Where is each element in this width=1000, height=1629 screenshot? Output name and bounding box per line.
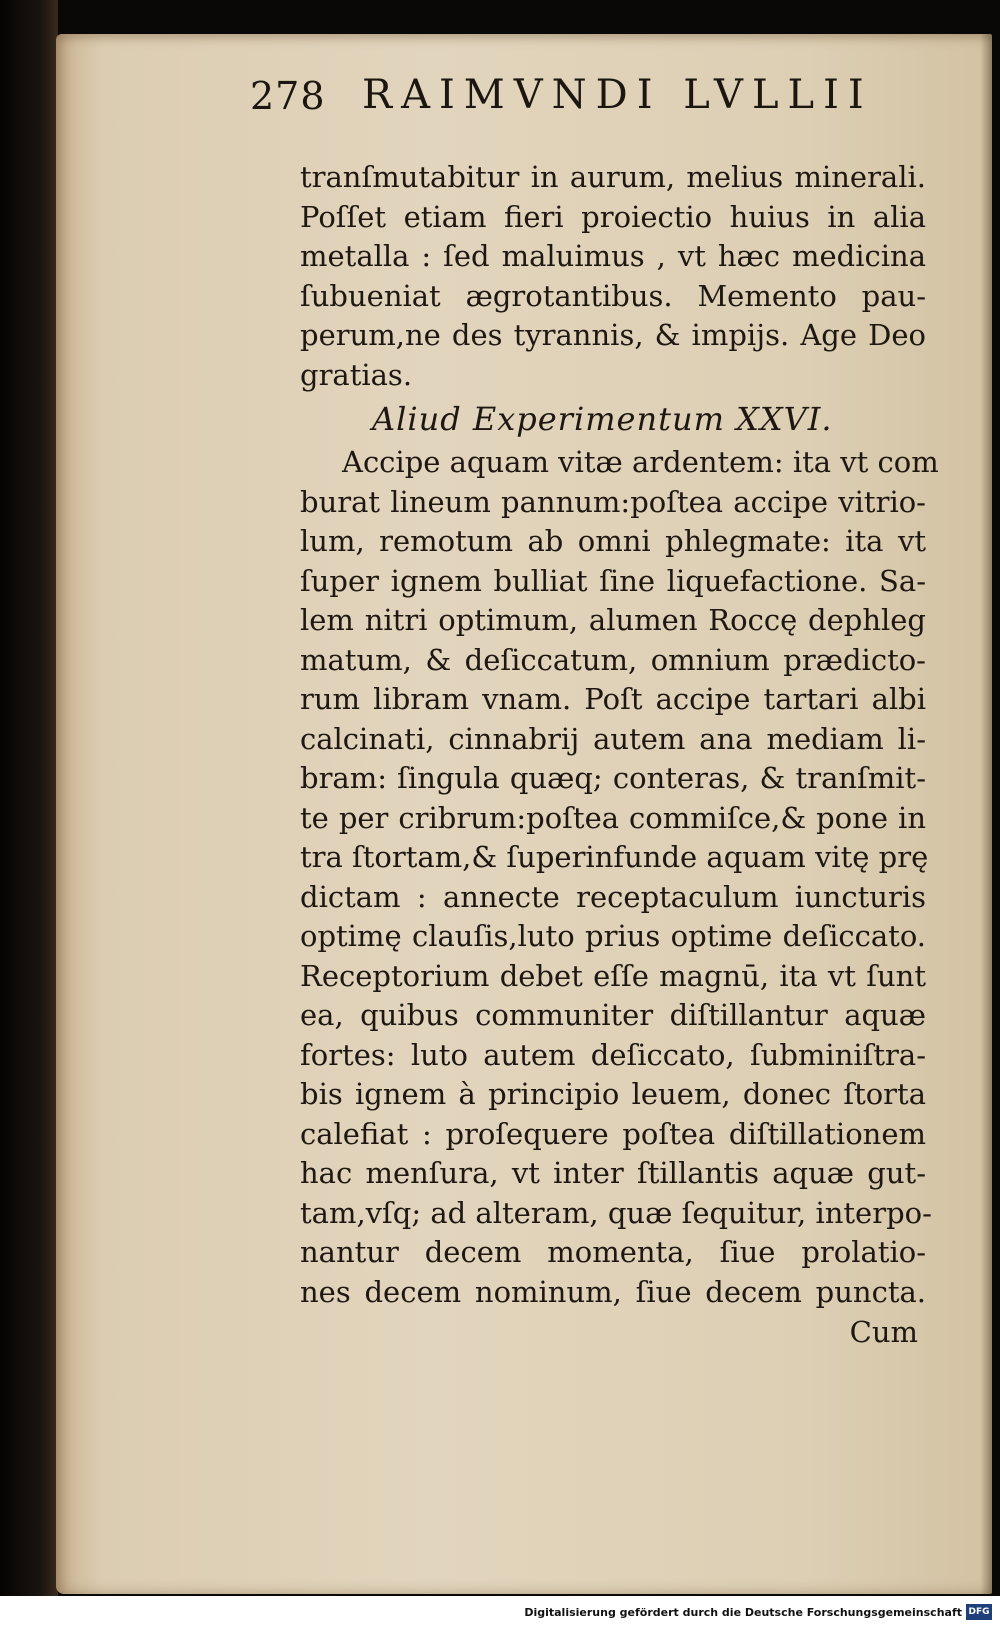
text-line: fortes: luto autem deſiccato, ſubminiſtra- <box>300 1037 926 1072</box>
text-line: nes decem nominum, ſiue decem puncta. <box>300 1274 926 1309</box>
text-line: bram: ſingula quæq; conteras, & tranſmit- <box>300 761 926 795</box>
scan-background-edge <box>0 0 58 1629</box>
text-line: tam,vſq; ad alteram, quæ ſequitur, interpo- <box>300 1195 932 1230</box>
running-head: RAIMVNDI LVLLII <box>362 72 873 118</box>
text-line: metalla : ſed maluimus , vt hæc medicina <box>300 239 926 273</box>
text-line: hac menſura, vt inter ſtillantis aquæ gut- <box>300 1156 926 1190</box>
page-body <box>300 158 939 1352</box>
text-line: gratias. <box>300 357 413 392</box>
text-line: matum, & deſiccatum, omnium prædicto- <box>300 642 926 677</box>
text-line: burat lineum pannum:poſtea accipe vitrio- <box>300 484 926 519</box>
text-line: bis ignem à principio leuem, donec ſtorta <box>300 1077 926 1111</box>
funding-note: Digitalisierung gefördert durch die Deutsche Forschungsgemeinschaft <box>524 1606 962 1619</box>
text-line: Receptorium debet eſſe magnū, ita vt ſunt <box>300 958 926 993</box>
catchword: Cum <box>849 1315 918 1349</box>
text-line: te per cribrum:poſtea commiſce,& pone in <box>300 800 926 835</box>
text-line: Accipe aquam vitæ ardentem: ita vt com <box>342 445 939 479</box>
text-line: dictam : annecte receptaculum iuncturis <box>300 879 926 914</box>
text-line: lum, remotum ab omni phlegmate: ita vt <box>300 524 926 558</box>
text-line: tranſmutabitur in aurum, melius minerali. <box>300 160 926 194</box>
page-edge-shadow <box>980 34 992 1594</box>
text-line: calefiat : proſequere poſtea diſtillationem <box>300 1116 926 1151</box>
dfg-logo-icon: DFG <box>966 1604 992 1620</box>
text-line: ſuper ignem bulliat ſine liquefactione. Sa- <box>300 563 926 598</box>
text-line: Poſſet etiam fieri proiectio huius in alia <box>300 199 926 234</box>
section-heading: Aliud Experimentum XXVI. <box>372 400 833 438</box>
text-line: ea, quibus communiter diſtillantur aquæ <box>300 998 926 1032</box>
page-number: 278 <box>250 74 326 118</box>
text-line: optimę clauſis,luto prius optime deſiccato. <box>300 919 926 953</box>
text-line: ſubueniat ægrotantibus. Memento pau- <box>300 278 926 313</box>
catchword-row <box>300 1312 926 1352</box>
text-line: nantur decem momenta, ſiue prolatio- <box>300 1235 926 1269</box>
text-line: rum libram vnam. Poſt accipe tartari albi <box>300 682 926 716</box>
text-line: perum,ne des tyrannis, & impijs. Age Deo <box>300 318 926 352</box>
page-header <box>250 66 890 126</box>
text-line: tra ſtortam,& ſuperinfunde aquam vitę prę <box>300 840 929 874</box>
digitization-footer <box>0 1596 1000 1629</box>
text-line: lem nitri optimum, alumen Roccę dephleg <box>300 603 926 637</box>
text-line: calcinati, cinnabrij autem ana mediam li- <box>300 721 926 756</box>
